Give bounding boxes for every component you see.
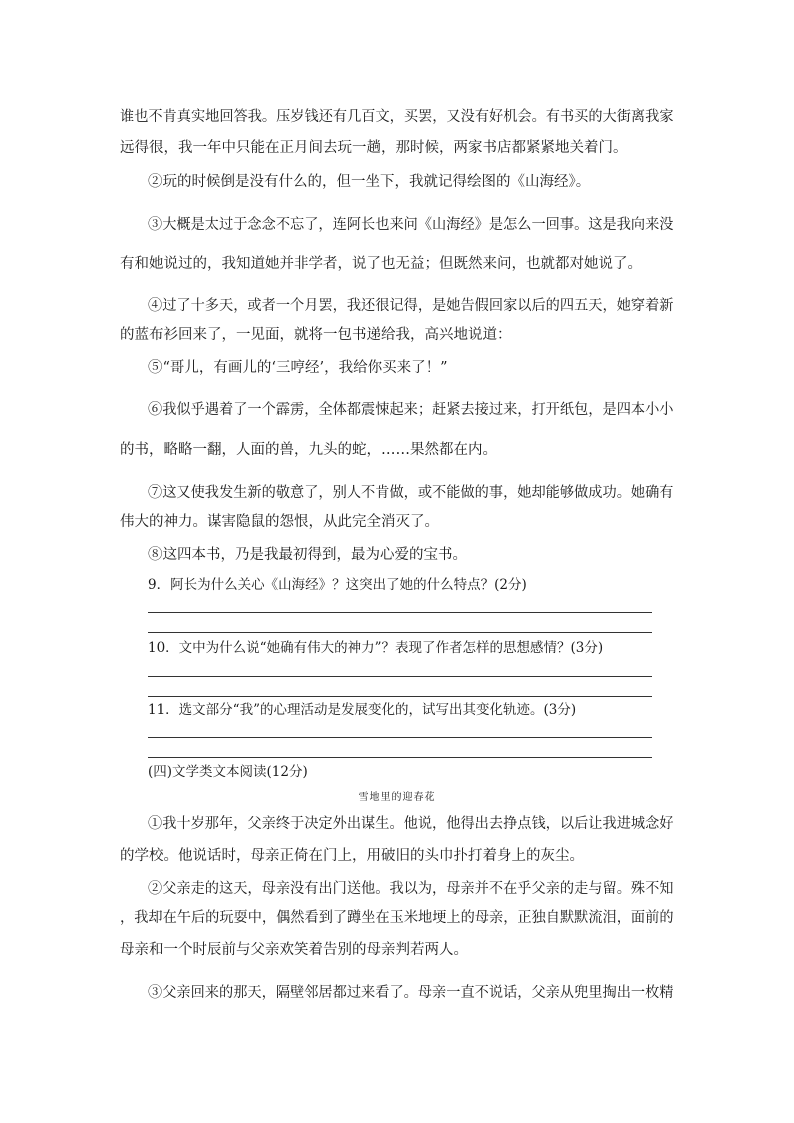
question-10: 10．文中为什么说“她确有伟大的神力”？表现了作者怎样的思想感情？(3分) <box>148 640 604 656</box>
answer-line[interactable] <box>148 676 652 677</box>
answer-line[interactable] <box>148 737 652 738</box>
passage2-para-2-line-3: 母亲和一个时辰前与父亲欢笑着告别的母亲判若两人。 <box>120 942 468 958</box>
passage1-para-3-line-2: 有和她说过的，我知道她并非学者，说了也无益；但既然来问，也就都对她说了。 <box>120 256 642 272</box>
passage1-para-6-line-2: 的书，略略一翻，人面的兽，九头的蛇，……果然都在内。 <box>120 442 497 458</box>
passage2-para-1-line-2: 的学校。他说话时，母亲正倚在门上，用破旧的头巾扑打着身上的灰尘。 <box>120 848 584 864</box>
passage1-para-4-line-1: ④过了十多天，或者一个月罢，我还很记得，是她告假回家以后的四五天，她穿着新 <box>148 298 674 314</box>
passage-title: 雪地里的迎春花 <box>358 792 436 803</box>
passage2-para-2-line-2: ，我却在午后的玩耍中，偶然看到了蹲坐在玉米地埂上的母亲，正独自默默流泪，面前的 <box>120 910 674 926</box>
passage1-line-2: 远得很，我一年中只能在正月间去玩一趟，那时候，两家书店都紧紧地关着门。 <box>120 140 628 156</box>
question-9: 9．阿长为什么关心《山海经》？这突出了她的什么特点？(2分) <box>148 577 527 593</box>
passage1-para-7-line-1: ⑦这又使我发生新的敬意了，别人不肯做，或不能做的事，她却能够做成功。她确有 <box>148 485 674 501</box>
passage2-para-2-line-1: ②父亲走的这天，母亲没有出门送他。我以为，母亲并不在乎父亲的走与留。殊不知 <box>148 881 674 897</box>
passage1-para-6-line-1: ⑥我似乎遇着了一个霹雳，全体都震悚起来；赶紧去接过来，打开纸包，是四本小小 <box>148 402 674 418</box>
passage1-para-2: ②玩的时候倒是没有什么的，但一坐下，我就记得绘图的《山海经》。 <box>148 174 591 190</box>
passage1-para-7-line-2: 伟大的神力。谋害隐鼠的怨恨，从此完全消灭了。 <box>120 514 439 530</box>
passage1-line-1: 谁也不肯真实地回答我。压岁钱还有几百文，买罢，又没有好机会。有书买的大街离我家 <box>120 109 674 125</box>
passage1-para-8: ⑧这四本书，乃是我最初得到，最为心爱的宝书。 <box>148 547 467 563</box>
passage1-para-5: ⑤“哥儿，有画儿的‘三哼经’，我给你买来了！” <box>148 360 448 376</box>
answer-line[interactable] <box>148 632 652 633</box>
passage1-para-4-line-2: 的蓝布衫回来了，一见面，就将一包书递给我，高兴地说道： <box>120 327 512 343</box>
answer-line[interactable] <box>148 612 652 613</box>
passage2-para-3-line-1: ③父亲回来的那天，隔壁邻居都过来看了。母亲一直不说话，父亲从兜里掏出一枚精 <box>148 985 674 1001</box>
passage1-para-3-line-1: ③大概是太过于念念不忘了，连阿长也来问《山海经》是怎么一回事。这是我向来没 <box>148 217 674 233</box>
section-heading: (四)文学类文本阅读(12分) <box>148 764 308 780</box>
question-11: 11．选文部分“我”的心理活动是发展变化的，试写出其变化轨迹。(3分) <box>148 702 577 718</box>
passage2-para-1-line-1: ①我十岁那年，父亲终于决定外出谋生。他说，他得出去挣点钱，以后让我进城念好 <box>148 816 674 832</box>
answer-line[interactable] <box>148 757 652 758</box>
answer-line[interactable] <box>148 696 652 697</box>
